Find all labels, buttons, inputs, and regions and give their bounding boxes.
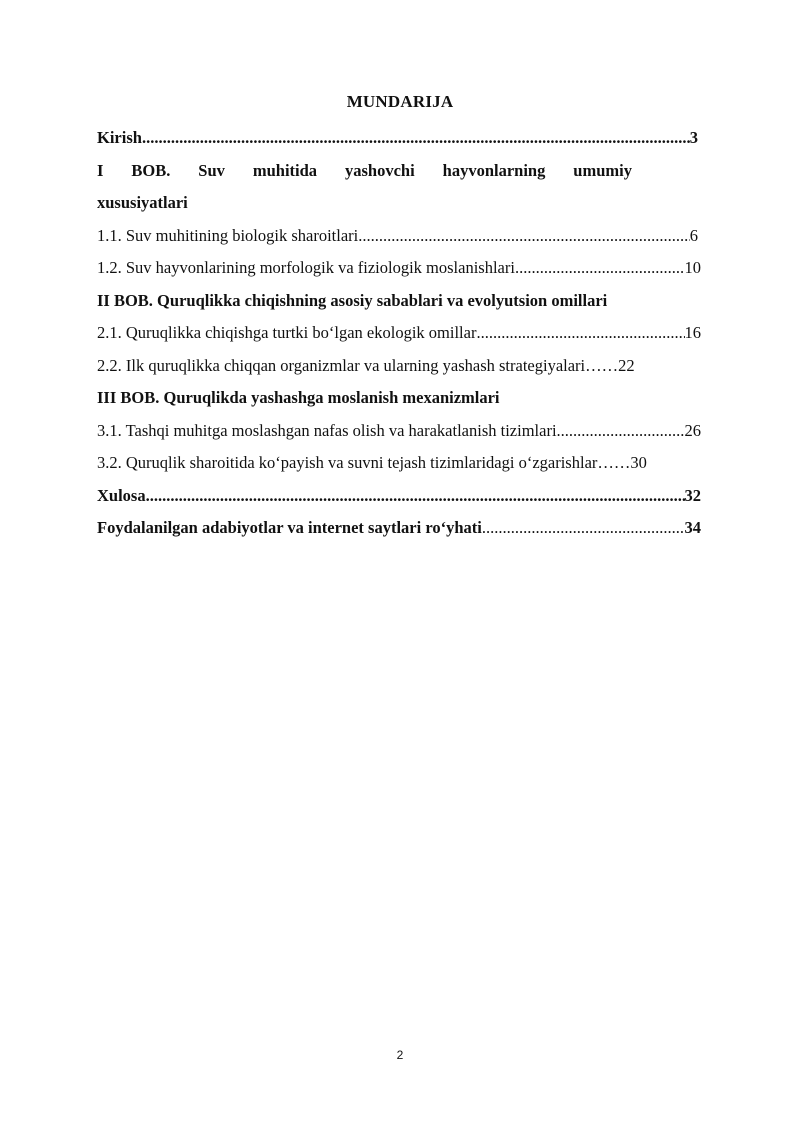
- toc-entry-page: 3: [689, 128, 698, 147]
- page-title: MUNDARIJA: [346, 92, 454, 111]
- toc-entry-page: 10: [684, 258, 701, 277]
- toc-entry-conclusion: [97, 480, 701, 513]
- toc-entry-2-2: [97, 350, 701, 383]
- toc-entry-leader: ……: [585, 355, 619, 375]
- toc-entry-label: 3.2. Quruqlik sharoitida ko‘payish va suvni tejash tizimlaridagi o‘zgarishlar: [97, 453, 598, 472]
- dot-leader: [146, 480, 685, 513]
- toc-entry-label: Xulosa: [97, 485, 146, 505]
- toc-entry-intro: [97, 122, 701, 155]
- page-number: 2: [396, 1048, 404, 1062]
- dot-leader: [482, 512, 685, 545]
- toc-entry-label: 1.1. Suv muhitining biologik sharoitlari: [97, 225, 359, 245]
- dot-leader: [476, 317, 684, 350]
- toc-entry-label: 2.1. Quruqlikka chiqishga turtki bo‘lgan ekologik omillar: [97, 323, 477, 342]
- dot-leader: [358, 220, 690, 253]
- toc-chapter-3: III BOB. Quruqlikda yashashga moslanish mexanizmlari: [97, 388, 500, 407]
- toc-entry-3-2: [97, 447, 701, 480]
- toc-entry-references: [97, 512, 701, 545]
- toc-entry-page: 26: [684, 420, 701, 440]
- toc-entry-label: 3.1. Tashqi muhitga moslashgan nafas olish va harakatlanish tizimlari: [97, 420, 557, 440]
- table-of-contents: [97, 122, 701, 545]
- toc-entry-page: 30: [630, 453, 647, 472]
- toc-entry-label: Foydalanilgan adabiyotlar va internet saytlari ro‘yhati: [97, 518, 482, 537]
- toc-entry-leader: ……: [597, 453, 631, 472]
- toc-entry-1-2: [97, 252, 701, 285]
- toc-chapter-1-line2: xususiyatlari: [97, 193, 188, 212]
- toc-entry-page: 34: [684, 518, 701, 537]
- toc-entry-page: 6: [689, 225, 698, 245]
- dot-leader: [557, 415, 685, 448]
- toc-entry-page: 22: [618, 355, 635, 375]
- toc-entry-label: 1.2. Suv hayvonlarining morfologik va fiziologik moslanishlari: [97, 258, 515, 277]
- toc-entry-label: Kirish: [97, 128, 142, 147]
- toc-entry-2-1: [97, 317, 701, 350]
- toc-chapter-2: II BOB. Quruqlikka chiqishning asosiy sabablari va evolyutsion omillari: [97, 290, 608, 310]
- toc-entry-label: 2.2. Ilk quruqlikka chiqqan organizmlar va ularning yashash strategiyalari: [97, 355, 586, 375]
- toc-entry-1-1: [97, 220, 701, 253]
- toc-chapter-1-line1: I BOB. Suv muhitida yashovchi hayvonlarning umumiy: [97, 160, 632, 180]
- dot-leader: [515, 252, 685, 285]
- toc-entry-3-1: [97, 415, 701, 448]
- dot-leader: [142, 122, 690, 155]
- toc-entry-page: 16: [684, 323, 701, 342]
- toc-entry-page: 32: [684, 485, 701, 505]
